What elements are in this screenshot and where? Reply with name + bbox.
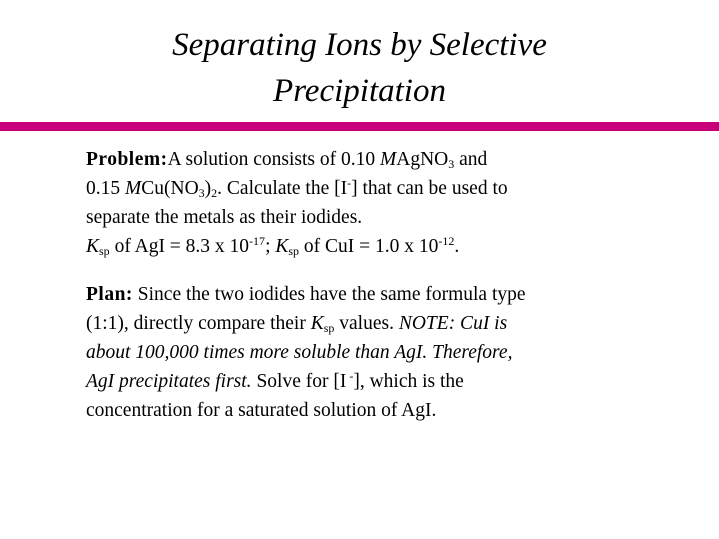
subscript: sp bbox=[99, 244, 110, 258]
problem-text-1a: A solution consists of 0.10 bbox=[167, 149, 380, 170]
subscript: 3 bbox=[448, 157, 455, 171]
plan-note-1: NOTE: CuI is bbox=[398, 313, 508, 334]
problem-text-2c: ) bbox=[204, 178, 212, 199]
plan-text-2b: values. bbox=[334, 313, 399, 334]
superscript: -17 bbox=[249, 234, 266, 248]
subscript: sp bbox=[288, 244, 300, 258]
plan-text-4b: Solve for [I bbox=[251, 371, 347, 392]
plan-text-4c: ], which is the bbox=[353, 371, 464, 392]
problem-line-2 bbox=[86, 174, 686, 203]
problem-line-3: separate the metals as their iodides. bbox=[86, 207, 363, 228]
plan-paragraph bbox=[86, 280, 686, 425]
problem-paragraph bbox=[86, 145, 686, 261]
problem-text-2d: . Calculate the [I bbox=[217, 178, 348, 199]
slide-title-line-1: Separating Ions by Selective bbox=[172, 27, 547, 63]
problem-text-1b: AgNO bbox=[396, 149, 449, 170]
superscript: - bbox=[347, 176, 352, 190]
plan-line-2 bbox=[86, 309, 686, 338]
problem-text-4d: . bbox=[454, 236, 460, 257]
problem-line-1 bbox=[86, 145, 686, 174]
plan-line-5: concentration for a saturated solution of AgI. bbox=[86, 400, 437, 421]
slide-title-line-2: Precipitation bbox=[273, 73, 446, 109]
problem-line-4 bbox=[86, 232, 686, 261]
slide-body bbox=[86, 145, 686, 425]
ksp-symbol: K bbox=[310, 313, 324, 334]
problem-text-2b: Cu(NO bbox=[141, 178, 199, 199]
problem-text-2a: 0.15 bbox=[86, 178, 125, 199]
plan-text-2a: (1:1), directly compare their bbox=[86, 313, 311, 334]
superscript: -12 bbox=[438, 234, 455, 248]
problem-text-1c: and bbox=[454, 149, 488, 170]
plan-line-1 bbox=[86, 280, 686, 309]
plan-note-3: AgI precipitates first. bbox=[86, 371, 252, 392]
ksp-symbol: K bbox=[86, 236, 100, 257]
plan-note-2: about 100,000 times more soluble than AgI. Therefore, bbox=[86, 342, 513, 363]
title-divider-bar bbox=[0, 122, 719, 131]
ksp-symbol: K bbox=[275, 236, 289, 257]
plan-line-4 bbox=[86, 367, 686, 396]
slide-title bbox=[0, 22, 719, 114]
problem-label: Problem: bbox=[86, 149, 168, 170]
problem-text-4c: of CuI = 1.0 x 10 bbox=[299, 236, 439, 257]
molarity-symbol: M bbox=[125, 178, 142, 199]
molarity-symbol: M bbox=[379, 149, 397, 170]
plan-text-1: Since the two iodides have the same formula type bbox=[132, 284, 526, 305]
superscript: - bbox=[346, 369, 354, 383]
problem-text-4b: ; bbox=[265, 236, 276, 257]
subscript: sp bbox=[323, 321, 335, 335]
problem-text-2e: ] that can be used to bbox=[351, 178, 508, 199]
problem-text-4a: of AgI = 8.3 x 10 bbox=[109, 236, 250, 257]
subscript: 2 bbox=[211, 186, 218, 200]
plan-label: Plan: bbox=[86, 284, 133, 305]
subscript: 3 bbox=[198, 186, 205, 200]
